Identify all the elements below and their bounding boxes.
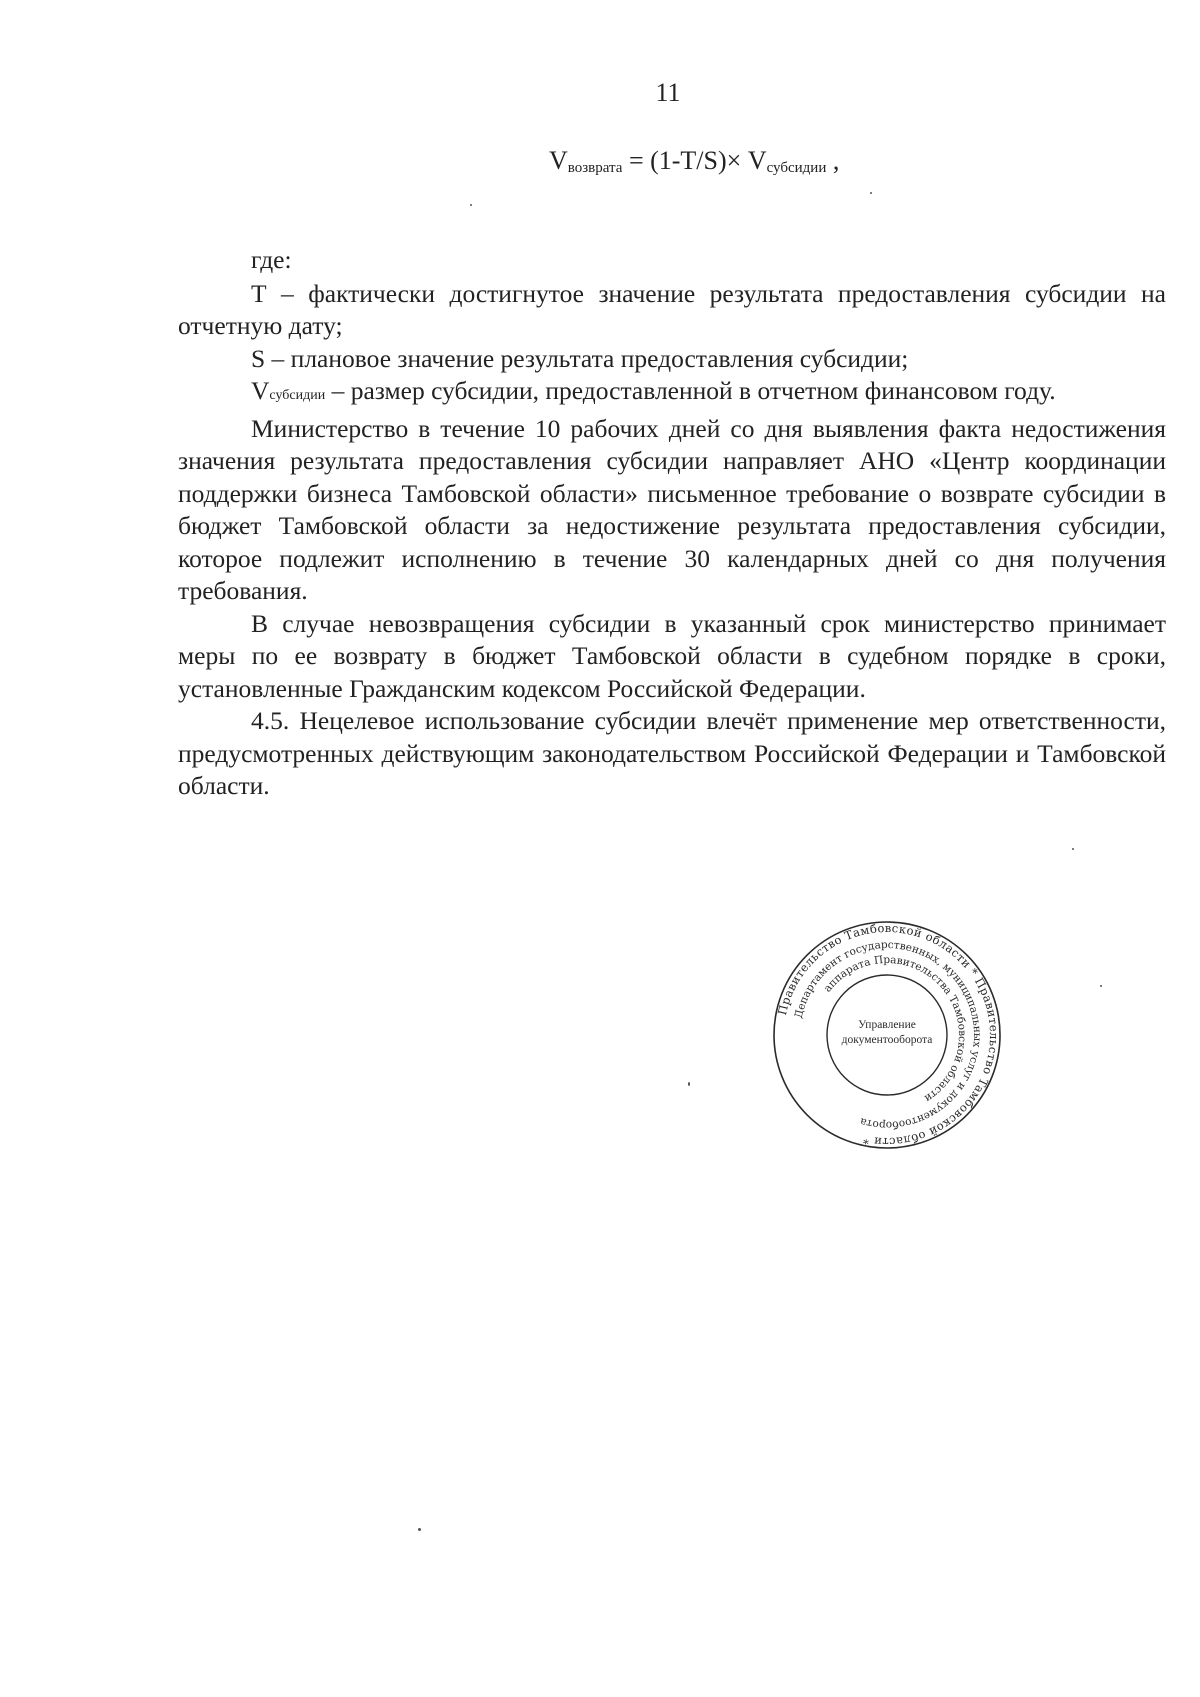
formula-middle: = (1-T/S)×	[622, 146, 748, 175]
v-def-symbol: V	[251, 376, 270, 405]
clause-4-5-paragraph: 4.5. Нецелевое использование субсидии влечёт применение мер ответственности, предусмотренных действующим законодательством Российской Федерации и Тамбовской области.	[178, 706, 1166, 800]
formula-v-return-subscript: возврата	[567, 160, 623, 176]
v-def-subscript: субсидии	[269, 388, 326, 403]
stamp-center-line1: Управление	[858, 1019, 916, 1031]
ministry-paragraph: Министерство в течение 10 рабочих дней со дня выявления факта недостижения значения результата предоставления субсидии направляет АНО «Центр координации поддержки бизнеса Тамбовской области» письменное требование о возврате субсидии в бюджет Тамбовской области за недостижение результата предоставления субсидии, которое подлежит исполнению в течение 30 календарных дней со дня получения требования.	[178, 413, 1166, 605]
t-definition: Т – фактически достигнутое значение результата предоставления субсидии на отчетную дату;	[178, 278, 1166, 340]
scan-speck	[1100, 985, 1102, 987]
scan-speck	[688, 1082, 690, 1086]
page-number: 11	[655, 78, 681, 107]
formula-tail: ,	[826, 146, 840, 175]
formula-v-subsidy: V	[747, 146, 767, 175]
stamp-outer-ring-text: Правительство Тамбовской области * Правительство Тамбовской области *	[774, 920, 1002, 1150]
stamp-center-line2: документооборота	[841, 1034, 933, 1046]
scan-speck	[470, 204, 472, 206]
v-def-text: – размер субсидии, предоставленной в отчетном финансовом году.	[325, 376, 1056, 405]
scan-speck	[418, 1528, 421, 1531]
formula-v-return: V	[549, 146, 568, 175]
v-subsidy-definition	[178, 375, 1166, 413]
scan-speck	[1072, 848, 1074, 850]
scan-speck	[870, 192, 872, 194]
where-label: где:	[251, 245, 292, 274]
stamp-inner-ring-text: аппарата Правительства Тамбовской области	[821, 953, 969, 1105]
document-body	[178, 244, 1166, 803]
stamp-middle-ring-text: Департамент государственных, муниципальных услуг и документооборота	[792, 938, 984, 1132]
non-return-paragraph: В случае невозвращения субсидии в указанный срок министерство принимает меры по ее возврату в бюджет Тамбовской области в судебном порядке в сроки, установленные Гражданским кодексом Российской Федерации.	[178, 608, 1166, 703]
stamp-center-label	[772, 1018, 1002, 1048]
refund-formula	[549, 146, 839, 176]
formula-v-subsidy-subscript: субсидии	[766, 160, 827, 176]
s-definition: S – плановое значение результата предоставления субсидии;	[251, 343, 909, 373]
